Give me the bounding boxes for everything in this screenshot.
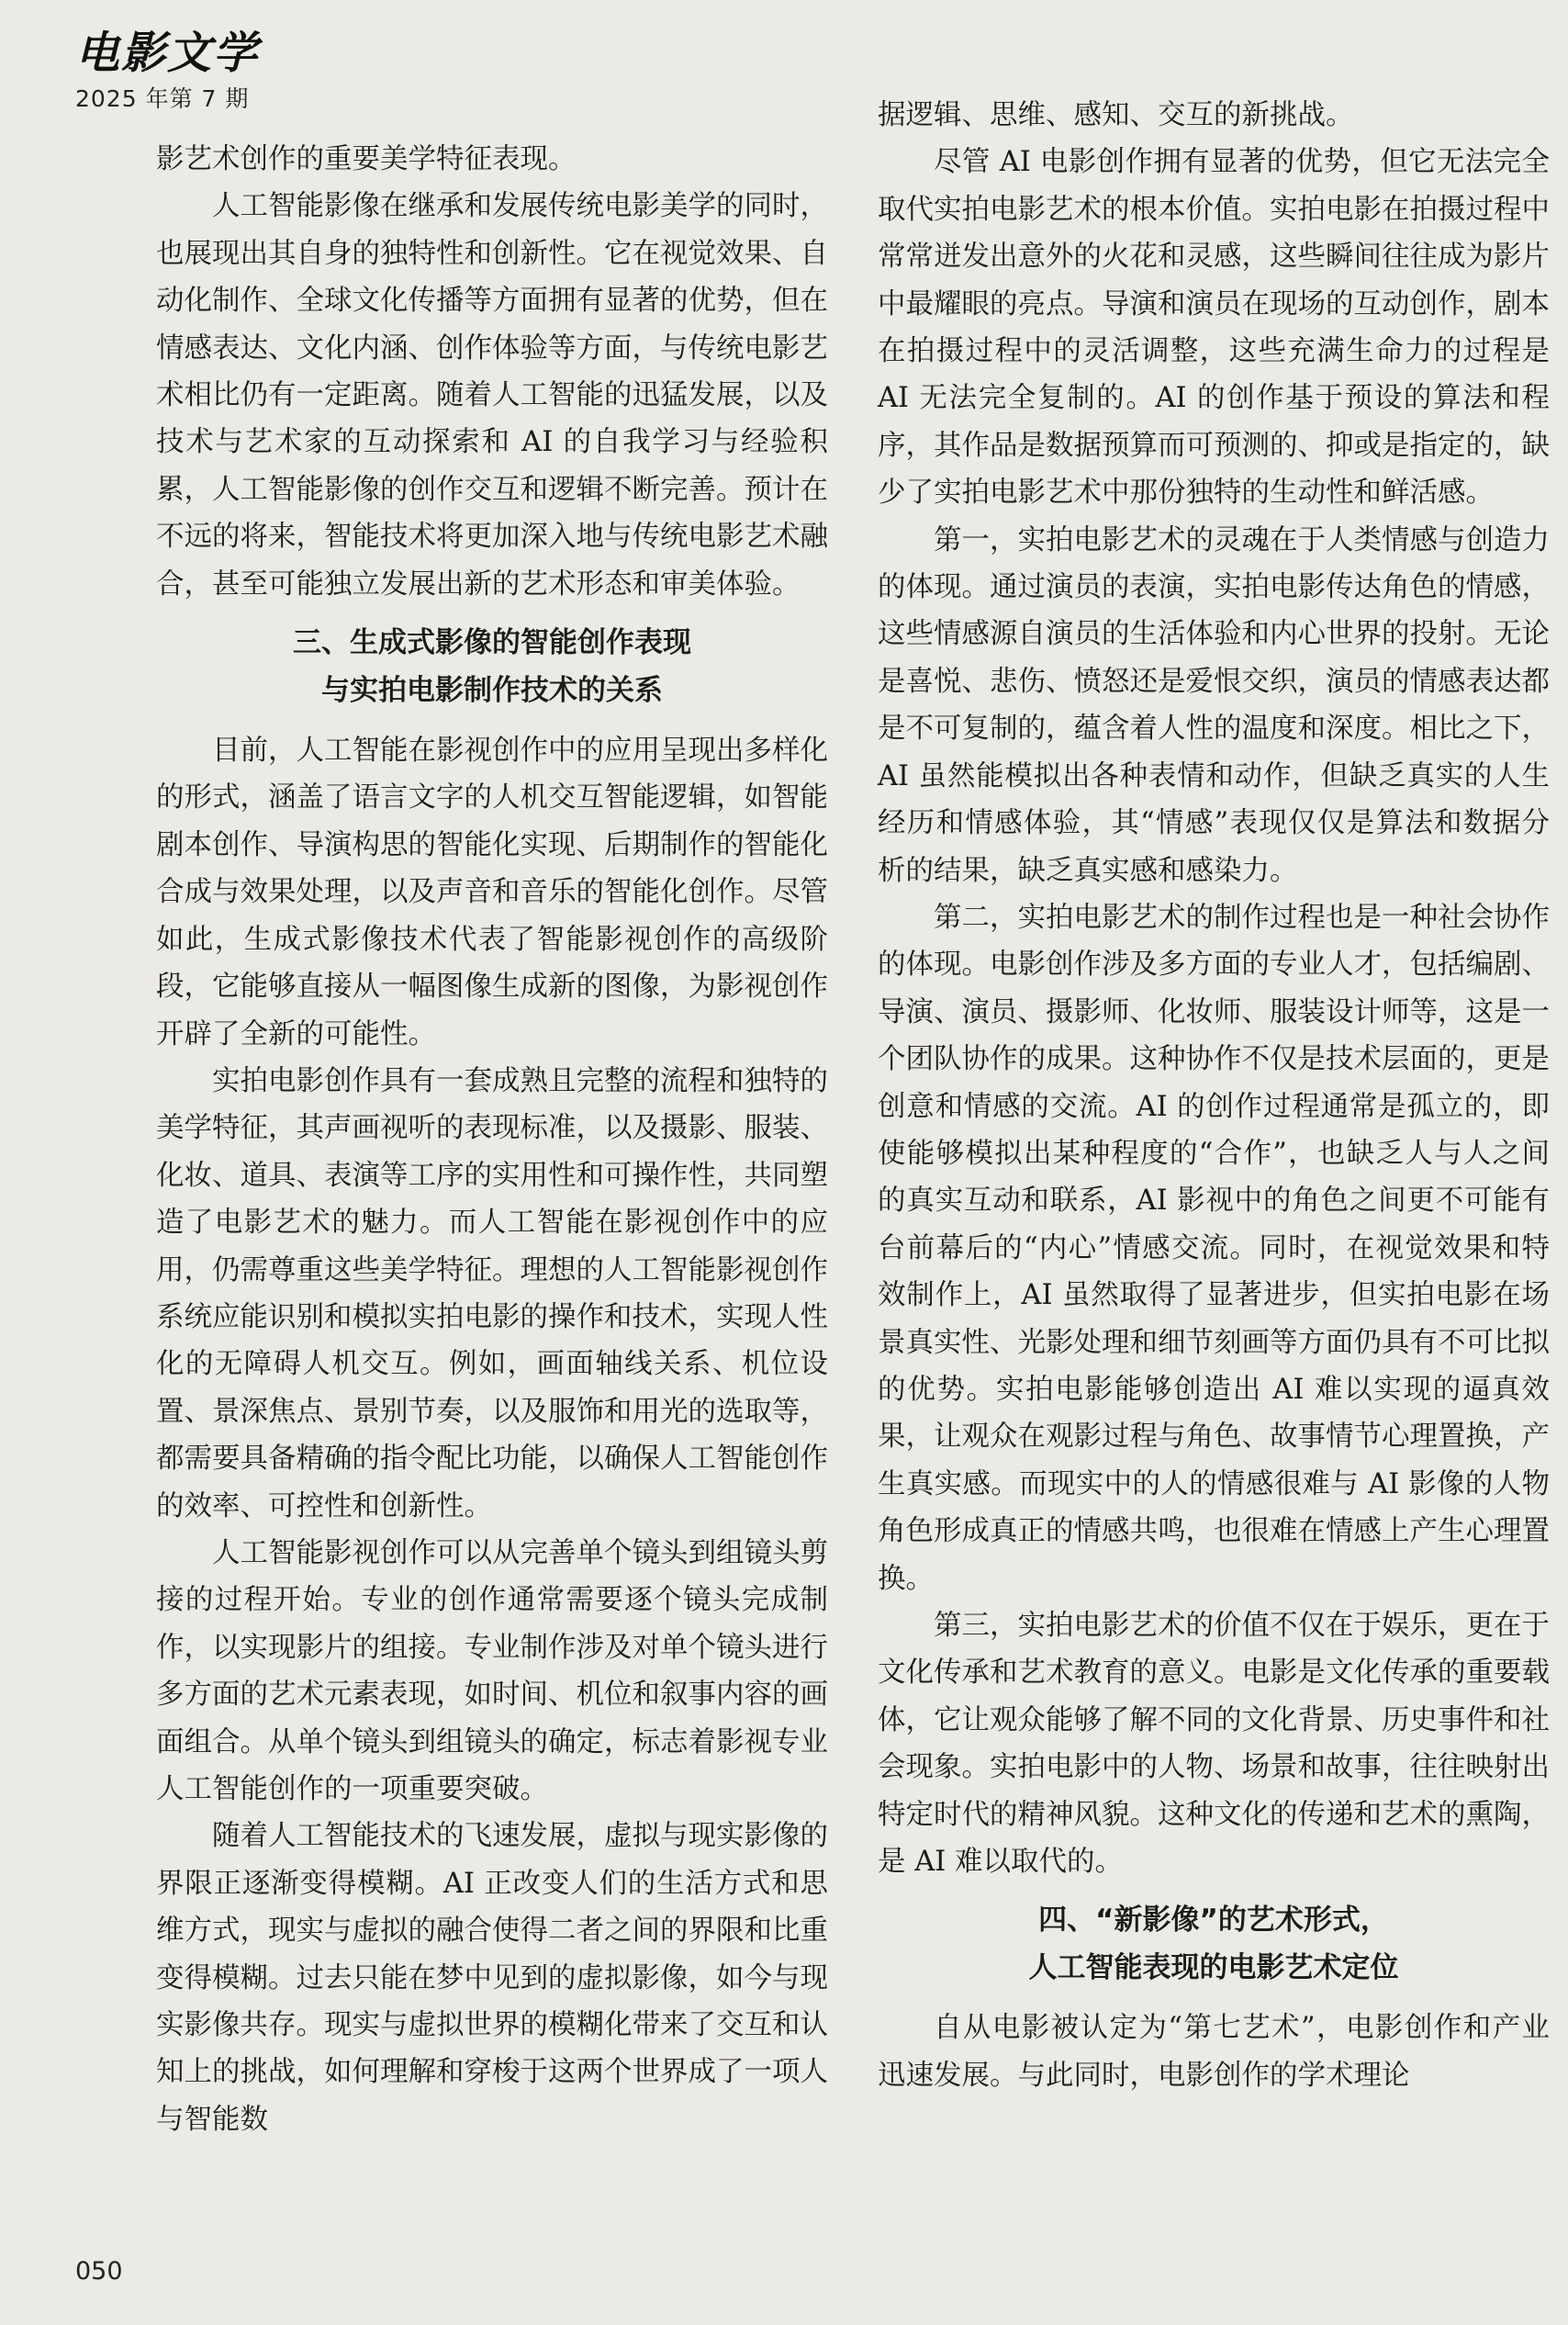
- heading-line: 四、“新影像”的艺术形式，: [1038, 1904, 1389, 1938]
- heading-line: 人工智能表现的电影艺术定位: [1028, 1951, 1399, 1985]
- paragraph: 实拍电影创作具有一套成熟且完整的流程和独特的美学特征，其声画视听的表现标准，以及摄影、服装、化妆、道具、表演等工序的实用性和可操作性，共同塑造了电影艺术的魅力。而人工智能在影视创作中的应用，仍需尊重这些美学特征。理想的人工智能影视创作系统应能识别和模拟实拍电影的操作和技术，实现人性化的无障碍人机交互。例如，画面轴线关系、机位设置、景深焦点、景别节奏，以及服饰和用光的选取等，都需要具备精确的指令配比功能，以确保人工智能创作的效率、可控性和创新性。: [156, 1064, 828, 1522]
- page-number: 050: [75, 2257, 123, 2286]
- section-heading: [878, 1896, 1550, 1992]
- paragraph: 据逻辑、思维、感知、交互的新挑战。: [878, 99, 1354, 131]
- paragraph: 第三，实拍电影艺术的价值不仅在于娱乐，更在于文化传承和艺术教育的意义。电影是文化传承的重要载体，它让观众能够了解不同的文化背景、历史事件和社会现象。实拍电影中的人物、场景和故事，往往映射出特定时代的精神风貌。这种文化的传递和艺术的熏陶，是 AI 难以取代的。: [878, 1610, 1550, 1879]
- issue-label: 2025 年第 7 期: [75, 85, 250, 112]
- heading-line: 与实拍电影制作技术的关系: [321, 674, 663, 708]
- paragraph: 人工智能影像在继承和发展传统电影美学的同时，也展现出其自身的独特性和创新性。它在视觉效果、自动化制作、全球文化传播等方面拥有显著的优势，但在情感表达、文化内涵、创作体验等方面，与传统电影艺术相比仍有一定距离。随着人工智能的迅猛发展，以及技术与艺术家的互动探索和 AI 的自我学习与经验积累，人工智能影像的创作交互和逻辑不断完善。预计在不远的将来，智能技术将更加深入地与传统电影艺术融合，甚至可能独立发展出新的艺术形态和审美体验。: [156, 190, 828, 601]
- paragraph: 影艺术创作的重要美学特征表现。: [156, 143, 577, 175]
- right-column: [878, 92, 1550, 2099]
- section-heading: [156, 619, 828, 714]
- paragraph: 自从电影被认定为“第七艺术”，电影创作和产业迅速发展。与此同时，电影创作的学术理论: [878, 2012, 1550, 2092]
- paragraph: 随着人工智能技术的飞速发展，虚拟与现实影像的界限正逐渐变得模糊。AI 正改变人们的生活方式和思维方式，现实与虚拟的融合使得二者之间的界限和比重变得模糊。过去只能在梦中见到的虚拟影像，如今与现实影像共存。现实与虚拟世界的模糊化带来了交互和认知上的挑战，如何理解和穿梭于这两个世界成了一项人与智能数: [156, 1820, 828, 2136]
- left-column: [156, 136, 828, 2143]
- paragraph: 第一，实拍电影艺术的灵魂在于人类情感与创造力的体现。通过演员的表演，实拍电影传达角色的情感，这些情感源自演员的生活体验和内心世界的投射。无论是喜悦、悲伤、愤怒还是爱恨交织，演员的情感表达都是不可复制的，蕴含着人性的温度和深度。相比之下，AI 虽然能模拟出各种表情和动作，但缺乏真实的人生经历和情感体验，其“情感”表现仅仅是算法和数据分析的结果，缺乏真实感和感染力。: [878, 523, 1550, 887]
- paragraph: 人工智能影视创作可以从完善单个镜头到组镜头剪接的过程开始。专业的创作通常需要逐个镜头完成制作，以实现影片的组接。专业制作涉及对单个镜头进行多方面的艺术元素表现，如时间、机位和叙事内容的画面组合。从单个镜头到组镜头的确定，标志着影视专业人工智能创作的一项重要突破。: [156, 1536, 828, 1805]
- heading-line: 三、生成式影像的智能创作表现: [293, 626, 691, 660]
- journal-logo: 电影文学: [75, 28, 260, 79]
- paragraph: 尽管 AI 电影创作拥有显著的优势，但它无法完全取代实拍电影艺术的根本价值。实拍电影在拍摄过程中常常迸发出意外的火花和灵感，这些瞬间往往成为影片中最耀眼的亮点。导演和演员在现场的互动创作，剧本在拍摄过程中的灵活调整，这些充满生命力的过程是 AI 无法完全复制的。AI 的创作基于预设的算法和程序，其作品是数据预算而可预测的、抑或是指定的，缺少了实拍电影艺术中那份独特的生动性和鲜活感。: [878, 146, 1550, 510]
- paragraph: 第二，实拍电影艺术的制作过程也是一种社会协作的体现。电影创作涉及多方面的专业人才，包括编剧、导演、演员、摄影师、化妆师、服装设计师等，这是一个团队协作的成果。这种协作不仅是技术层面的，更是创意和情感的交流。AI 的创作过程通常是孤立的，即使能够模拟出某种程度的“合作”，也缺乏人与人之间的真实互动和联系，AI 影视中的角色之间更不可能有台前幕后的“内心”情感交流。同时，在视觉效果和特效制作上，AI 虽然取得了显著进步，但实拍电影在场景真实性、光影处理和细节刻画等方面仍具有不可比拟的优势。实拍电影能够创造出 AI 难以实现的逼真效果，让观众在观影过程与角色、故事情节心理置换，产生真实感。而现实中的人的情感很难与 AI 影像的人物角色形成真正的情感共鸣，也很难在情感上产生心理置换。: [878, 901, 1550, 1595]
- journal-header: [75, 28, 259, 114]
- paragraph: 目前，人工智能在影视创作中的应用呈现出多样化的形式，涵盖了语言文字的人机交互智能逻辑，如智能剧本创作、导演构思的智能化实现、后期制作的智能化合成与效果处理，以及声音和音乐的智能化创作。尽管如此，生成式影像技术代表了智能影视创作的高级阶段，它能够直接从一幅图像生成新的图像，为影视创作开辟了全新的可能性。: [156, 735, 828, 1050]
